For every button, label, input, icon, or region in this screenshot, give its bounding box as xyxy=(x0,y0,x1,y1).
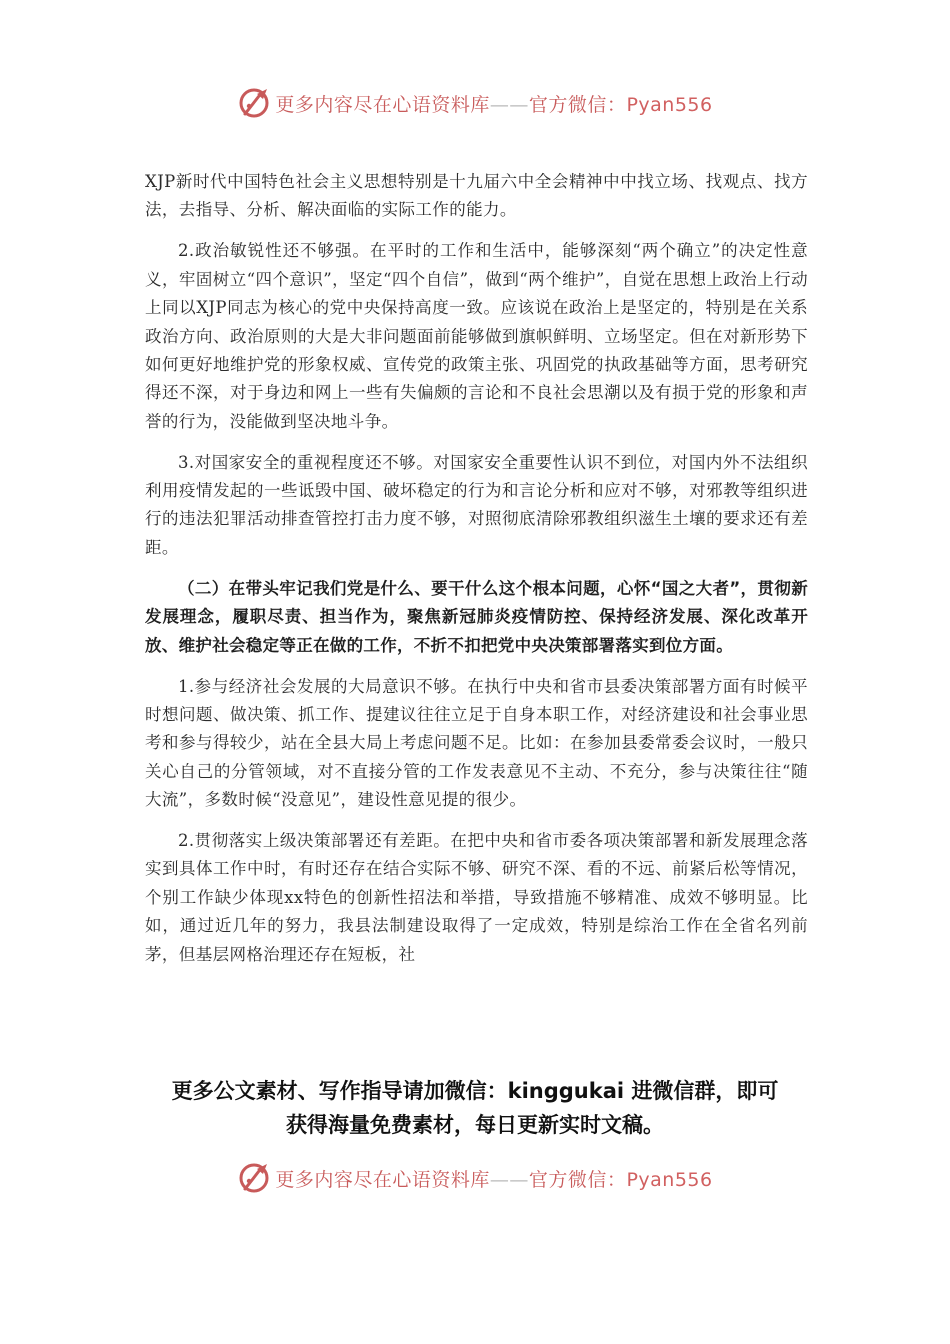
promo-line-1: 更多公文素材、写作指导请加微信：kinggukai 进微信群，即可 xyxy=(171,1079,779,1103)
paragraph: 3.对国家安全的重视程度还不够。对国家安全重要性认识不到位，对国内外不法组织利用疫情发起的一些诋毁中国、破坏稳定的行为和言论分析和应对不够，对邪教等组织进行的违法犯罪活动排查管控打击力度不够，对照彻底清除邪教组织滋生土壤的要求还有差距。 xyxy=(145,452,808,557)
section-heading: （二）在带头牢记我们党是什么、要干什么这个根本问题，心怀“国之大者”，贯彻新发展理念，履职尽责、担当作为，聚焦新冠肺炎疫情防控、保持经济发展、深化改革开放、维护社会稳定等正在做的工作，不折不扣把党中央决策部署落实到位方面。 xyxy=(145,578,808,655)
brush-logo-icon xyxy=(237,1161,271,1195)
document-body xyxy=(145,168,808,982)
banner-title: 更多内容尽在心语资料库 xyxy=(275,1168,490,1191)
banner-title: 更多内容尽在心语资料库 xyxy=(275,93,490,116)
brush-logo-icon xyxy=(237,86,271,120)
banner-label: 官方微信： xyxy=(528,93,627,116)
paragraph: 2.贯彻落实上级决策部署还有差距。在把中央和省市委各项决策部署和新发展理念落实到具体工作中时，有时还存在结合实际不够、研究不深、看的不远、前紧后松等情况，个别工作缺少体现xx特色的创新性招法和举措，导致措施不够精准、成效不够明显。比如，通过近几年的努力，我县法制建设取得了一定成效，特别是综治工作在全省名列前茅，但基层网格治理还存在短板，社 xyxy=(145,831,808,964)
header-banner xyxy=(0,83,950,123)
paragraph: 2.政治敏锐性还不够强。在平时的工作和生活中，能够深刻“两个确立”的决定性意义，牢固树立“四个意识”，坚定“四个自信”，做到“两个维护”，自觉在思想上政治上行动上同以XJP同志为核心的党中央保持高度一致。应该说在政治上是坚定的，特别是在关系政治方向、政治原则的大是大非问题面前能够做到旗帜鲜明、立场坚定。但在对新形势下如何更好地维护党的形象权威、宣传党的政策主张、巩固党的执政基础等方面，思考研究得还不深，对于身边和网上一些有失偏颇的言论和不良社会思潮以及有损于党的形象和声誉的行为，没能做到坚决地斗争。 xyxy=(145,241,808,431)
paragraph: 1.参与经济社会发展的大局意识不够。在执行中央和省市县委决策部署方面有时候平时想问题、做决策、抓工作、提建议往往立足于自身本职工作，对经济建设和社会事业思考和参与得较少，站在全县大局上考虑问题不足。比如：在参加县委常委会议时，一般只关心自己的分管领域，对不直接分管的工作发表意见不主动、不充分，参与决策往往“随大流”，多数时候“没意见”，建设性意见提的很少。 xyxy=(145,676,808,810)
footer-banner xyxy=(0,1158,950,1198)
banner-separator: —— xyxy=(489,93,529,116)
paragraph: XJP新时代中国特色社会主义思想特别是十九届六中全会精神中中找立场、找观点、找方法，去指导、分析、解决面临的实际工作的能力。 xyxy=(145,172,808,220)
banner-handle: Pyan556 xyxy=(626,1168,713,1191)
promo-notice xyxy=(100,1074,850,1142)
banner-separator: —— xyxy=(489,1168,529,1191)
banner-handle: Pyan556 xyxy=(626,93,713,116)
promo-line-2: 获得海量免费素材，每日更新实时文稿。 xyxy=(286,1113,664,1137)
banner-label: 官方微信： xyxy=(528,1168,627,1191)
